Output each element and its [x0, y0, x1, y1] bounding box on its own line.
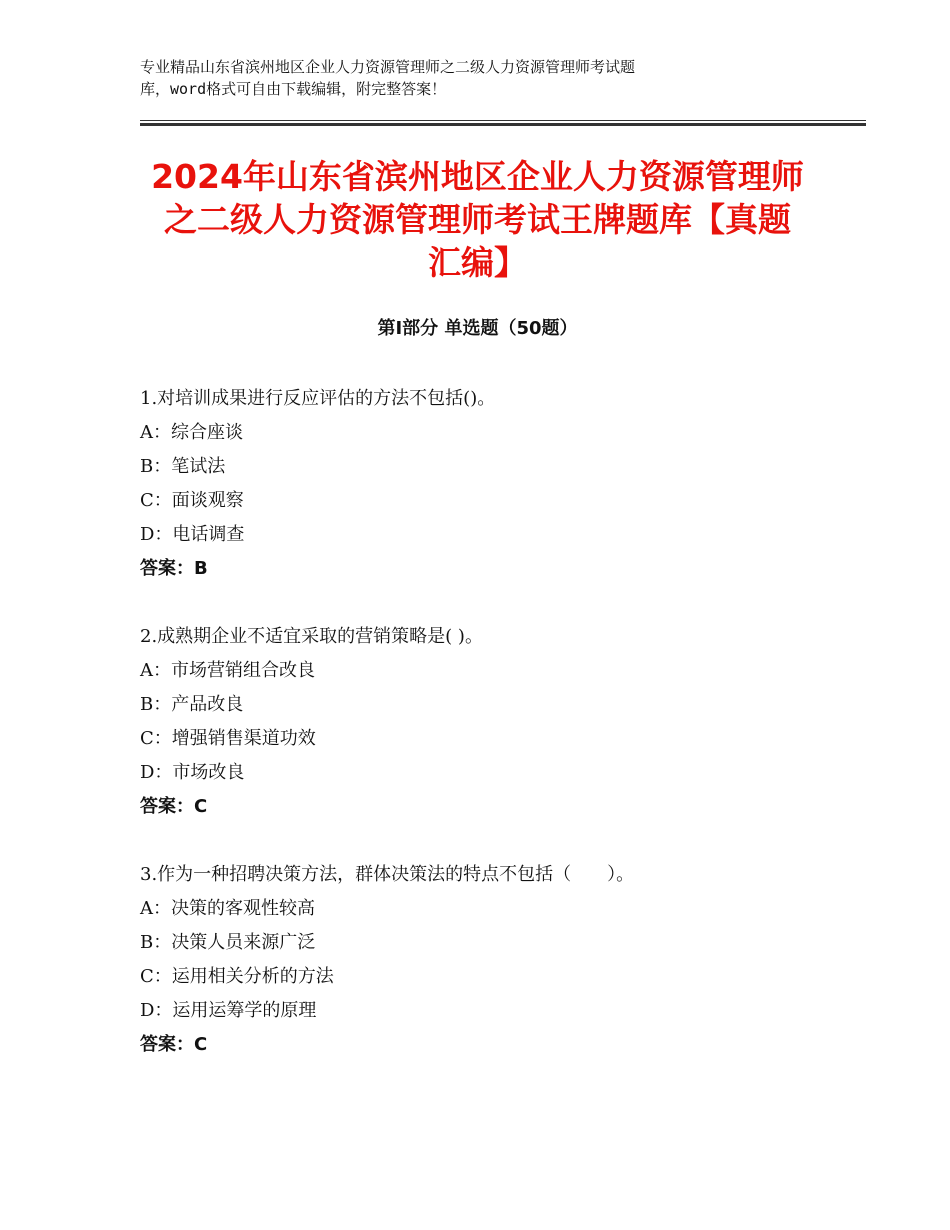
option-b: B：决策人员来源广泛 — [140, 932, 316, 953]
answer-label: 答案：B — [140, 558, 208, 579]
document-title-line-1: 2024年山东省滨州地区企业人力资源管理师 — [151, 157, 804, 196]
option-c: C：运用相关分析的方法 — [140, 966, 334, 987]
section-title: 第Ⅰ部分 单选题（50题） — [377, 318, 578, 339]
option-a: A：市场营销组合改良 — [140, 660, 315, 681]
answer-label: 答案：C — [140, 1034, 208, 1055]
option-d: D：电话调查 — [140, 524, 245, 545]
question-2 — [140, 620, 866, 824]
question-stem: 3.作为一种招聘决策方法，群体决策法的特点不包括（ ）。 — [140, 864, 635, 885]
option-d: D：运用运筹学的原理 — [140, 1000, 317, 1021]
option-d: D：市场改良 — [140, 762, 245, 783]
header-divider-thin — [140, 120, 866, 121]
document-title-line-3: 汇编】 — [428, 243, 527, 282]
header-note — [140, 56, 780, 100]
option-a: A：决策的客观性较高 — [140, 898, 315, 919]
header-divider-thick — [140, 123, 866, 126]
option-c: C：增强销售渠道功效 — [140, 728, 316, 749]
header-note-line-2: 库，word格式可自由下载编辑，附完整答案！ — [140, 80, 447, 98]
option-b: B：产品改良 — [140, 694, 244, 715]
document-title — [140, 155, 815, 284]
question-stem: 2.成熟期企业不适宜采取的营销策略是( )。 — [140, 626, 483, 647]
option-c: C：面谈观察 — [140, 490, 244, 511]
option-a: A：综合座谈 — [140, 422, 243, 443]
question-3 — [140, 858, 866, 1062]
header-note-line-1: 专业精品山东省滨州地区企业人力资源管理师之二级人力资源管理师考试题 — [140, 58, 636, 76]
document-title-line-2: 之二级人力资源管理师考试王牌题库【真题 — [164, 200, 791, 239]
question-stem: 1.对培训成果进行反应评估的方法不包括()。 — [140, 388, 496, 409]
answer-label: 答案：C — [140, 796, 208, 817]
question-list — [140, 382, 866, 1096]
question-1 — [140, 382, 866, 586]
option-b: B：笔试法 — [140, 456, 226, 477]
